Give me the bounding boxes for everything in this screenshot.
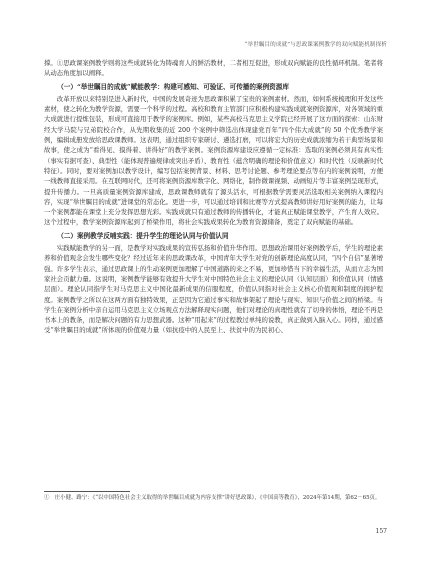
article-body: [44, 58, 383, 336]
paragraph-section-1: 改革开放以来特别是进入新时代，中国的发展奇迹为思政课积累了宝贵的案例素材。然而，如何系统梳理和开发这些素材，使之转化为教学资源，需要一个科学的过程。高校和教育主管部门应积极构建实践成就案例资源库，对各领域的重大成就进行提炼包装，形成可直接用于教学的案例库。例如，某些高校马克思主义学院已经开展了这方面的探索：山东财经大学马院与兄弟院校合作，从先期收集的近 200 个案例中筛选出体现建党百年“四个伟大成就”的 50 个优秀教学案例，编辑成册发放给思政课教师。这表明，通过组织专家研讨、遴选打磨，可以将宏大的历史成就浓缩为若干典型场景和故事，使之成为“看得见、摸得着、讲得好”的教学案例。案例资源库建设应遵循一定标准：选取的案例必须具有真实性（事实有据可查）、典型性（能体现普遍规律或突出矛盾）、教育性（蕴含明确的理论和价值意义）和时代性（反映新时代特征）。同时，要对案例加以教学设计，编写包括案例背景、材料、思考讨论题、参考理论要点等在内的案例说明，方便一线教师直接采用。在互联网时代，还可将案例资源库数字化、网络化，制作微课视频、动画短片等丰富案例呈现形式，提升传播力。一旦高质量案例资源库建成，思政课教师就有了源头活水，可根据教学需要灵活选取相关案例纳入课程内容，实现“举世瞩目的成就”进课堂的常态化。更进一步，可以通过培训和比赛等方式提高教师讲好用好案例的能力，让每一个案例都能在课堂上充分发挥思想光彩。实践成就只有通过教师的传播转化，才能真正赋能课堂教学，产生育人效应。这个过程中，教学案例资源库起到了桥梁作用，将社会实践成果转化为教育资源储备，奠定了双向赋能的基础。: [44, 94, 383, 227]
running-header: “举世瞩目的成就”与思政课案例教学的双向赋能机制探析: [244, 42, 387, 48]
footnote-divider: [44, 491, 130, 492]
page-number: 157: [375, 528, 387, 535]
paragraph-section-2: 实践赋能教学的另一面，是教学对实践成果的宣传弘扬和价值升华作用。思想政治课用好案例教学后，学生的理论素养和价值观念会发生哪些变化？经过近年来的思政课改革，中国青年大学生对党的创新理论高度认同，“四个自信”显著增强。许多学生表示，通过思政课上的生动案例更加理解了中国道路的来之不易，更加珍惜当下的幸福生活，从而立志为国家社会贡献力量。这说明，案例教学能够有效提升大学生对中国特色社会主义的理论认同（认知层面）和价值认同（情感层面）。理论认同指学生对马克思主义中国化最新成果的信服程度，价值认同指对社会主义核心价值观和制度的拥护程度。案例教学之所以在这两方面有独特效果，正是因为它通过事实和故事架起了理论与现实、知识与价值之间的桥梁。当学生在案例分析中亲自运用马克思主义立场观点方法解释现实问题，他们对理论的真理性就有了切身的体悟，理论不再是书本上的教条，而是解决问题的有力思想武器。这种“用起来”的过程教过单纯的说教，真正做到入脑入心。同样，通过感受“举世瞩目的成就”所体现的价值观力量（如抗疫中的人民至上、扶贫中的为民初心、: [44, 244, 383, 335]
paragraph-intro: 撑。①思政课案例教学则将这些成就转化为铸魂育人的鲜活教材，二者相互促进，形成双向赋能的良性循环机制。笔者将从动态角度加以阐释。: [44, 59, 383, 78]
section-heading-2: （二）案例教学反哺实践：提升学生的理论认同与价值认同: [57, 231, 229, 240]
section-heading-1: （一）“举世瞩目的成就”赋能教学：构建可感知、可验证、可传播的案例资源库: [57, 82, 289, 91]
footnote: ① 庄小健、路宁：《“以中国特色社会主义取得的举世瞩目成就为内容支撑”讲好思政课》，《中国高等教育》，2024年第14期，第62－65页。: [44, 495, 381, 501]
